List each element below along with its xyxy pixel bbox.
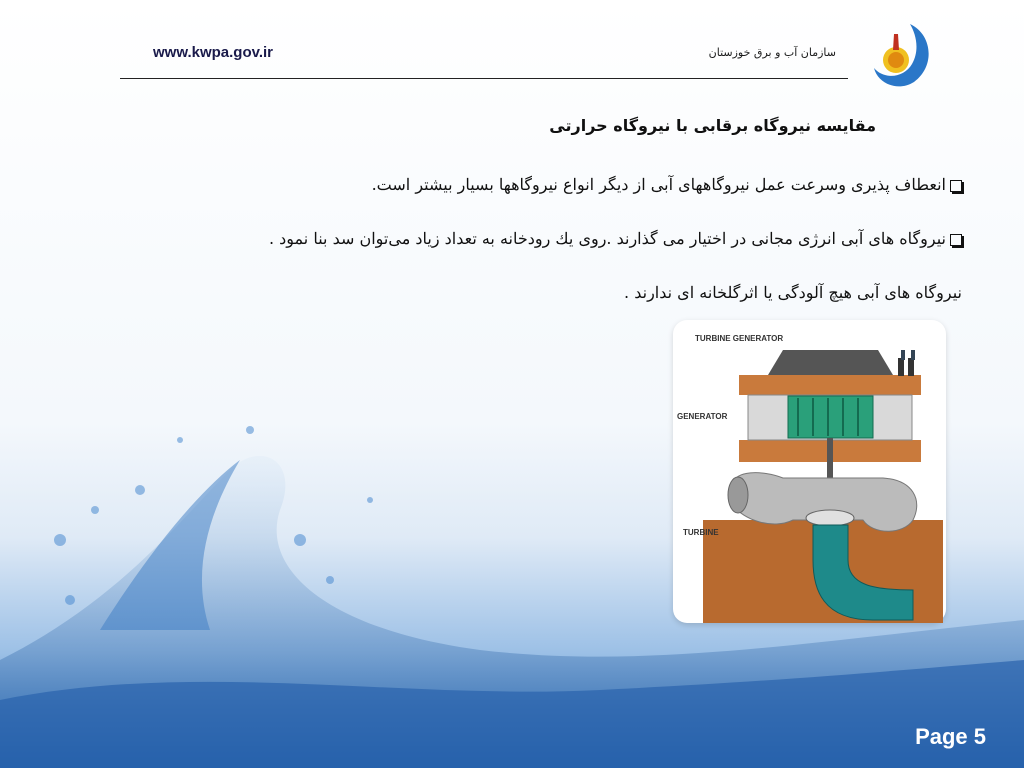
turbine-illustration: [673, 320, 946, 623]
bullet-text: نيروگاه های آبی هيچ آلودگی يا اثرگلخانه ای ندارند .: [624, 283, 962, 302]
upper-floor: [739, 375, 921, 395]
label-turbine-generator: TURBINE GENERATOR: [695, 334, 784, 343]
bullet-item: [624, 283, 962, 302]
hydro-turbine-diagram: [673, 320, 946, 623]
site-url[interactable]: www.kwpa.gov.ir: [153, 44, 274, 61]
header-divider: [120, 78, 848, 79]
generator-rotor: [788, 396, 873, 438]
turbine-runner: [806, 510, 854, 526]
page-number: Page 5: [915, 724, 986, 749]
slide-title: مقايسه نيروگاه برقابی با نيروگاه حرارتی: [549, 116, 876, 135]
exciter-top: [768, 350, 893, 375]
bullet-item: [372, 175, 962, 194]
bullet-item: [269, 229, 962, 248]
bullet-text: نيروگاه های آبی انرژی مجانی در اختيار می گذارند .روی يك رودخانه به تعداد زياد می‌توان سد بنا نمود .: [268, 229, 946, 248]
bullet-text: انعطاف پذيری وسرعت عمل نيروگاههای آبی از ديگر انواع نيروگاهها بسيار بيشتر است.: [371, 175, 946, 194]
checkbox-bullet-icon: [950, 180, 962, 192]
organization-logo: [870, 20, 934, 90]
label-generator: GENERATOR: [677, 412, 728, 421]
label-turbine: TURBINE: [683, 528, 719, 537]
organization-name: سازمان آب و برق خوزستان: [708, 46, 836, 59]
checkbox-bullet-icon: [950, 234, 962, 246]
